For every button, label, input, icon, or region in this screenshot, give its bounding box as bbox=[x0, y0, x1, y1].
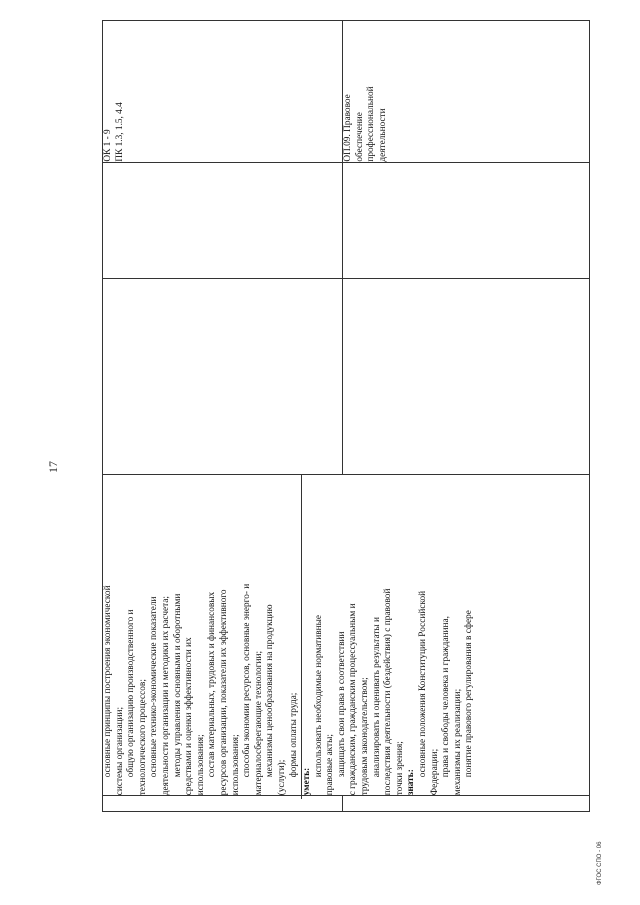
discipline-line: деятельности bbox=[377, 108, 388, 162]
text-line: формы оплаты труда; bbox=[288, 692, 299, 778]
text-line: понятие правового регулирования в сфере bbox=[464, 610, 475, 778]
text-line: права и свободы человека и гражданина, bbox=[441, 616, 452, 778]
competence-cell bbox=[103, 21, 343, 163]
text-line: механизмы ценообразования на продукцию bbox=[265, 604, 276, 778]
text-line: способы экономии ресурсов, основные энерго- и bbox=[242, 583, 253, 778]
text-line: точки зрения; bbox=[394, 741, 405, 796]
text-line: (услуги); bbox=[276, 759, 287, 796]
text-line: механизмы их реализации; bbox=[452, 688, 463, 796]
competence-line: ОК 1 - 9 bbox=[103, 129, 113, 162]
footer-code: ФГОС СПО - 06 bbox=[597, 841, 603, 885]
text-line: с гражданским, гражданским процессуальным и bbox=[348, 603, 359, 796]
text-line: материалосберегающие технологии; bbox=[253, 650, 264, 796]
text-line: последствия деятельности (бездействия) с правовой bbox=[383, 588, 394, 796]
discipline-line: обеспечение bbox=[354, 112, 365, 162]
discipline-line: профессиональной bbox=[366, 86, 377, 162]
competence-line: ПК 1.3, 1.5, 4.4 bbox=[114, 102, 125, 162]
text-line: правовые акты; bbox=[325, 734, 336, 796]
text-line: защищать свои права в соответствии bbox=[336, 631, 347, 778]
text-line: технологического процессов; bbox=[137, 679, 148, 796]
text-line: методы управления основными и оборотными bbox=[172, 593, 183, 778]
text-line: деятельности организации и методики их расчета; bbox=[160, 595, 171, 796]
discipline-line: ОП.09. Правовое bbox=[343, 94, 353, 162]
text-line: основные технико-экономические показатели bbox=[149, 596, 160, 778]
section-cell bbox=[343, 279, 590, 475]
text-line: основные положения Конституции Российской bbox=[418, 590, 429, 778]
can-heading: уметь: bbox=[302, 767, 313, 796]
page-number: 17 bbox=[46, 461, 60, 473]
know-list-bottom bbox=[418, 471, 476, 795]
text-line: использования; bbox=[195, 734, 206, 796]
discipline-cell bbox=[343, 21, 590, 163]
know-heading: знать: bbox=[406, 769, 417, 796]
can-section bbox=[301, 471, 476, 799]
text-line: состав материальных, трудовых и финансовых bbox=[207, 591, 218, 778]
text-line: системы организации; bbox=[114, 706, 125, 796]
competence-codes bbox=[103, 21, 126, 162]
text-line: трудовым законодательством; bbox=[360, 677, 371, 796]
hours-cell bbox=[343, 162, 590, 279]
standards-table bbox=[102, 20, 590, 812]
text-line: общую организацию производственного и bbox=[126, 609, 137, 778]
discipline-name bbox=[343, 21, 389, 162]
text-line: Федерации; bbox=[429, 748, 440, 796]
text-line: анализировать и оценивать результаты и bbox=[371, 617, 382, 778]
hours-cell bbox=[103, 162, 343, 279]
text-line: ресурсов организации, показатели их эффективного bbox=[218, 589, 229, 796]
text-line: использовать необходимые нормативные bbox=[313, 615, 324, 778]
skills-cell bbox=[103, 474, 590, 795]
text-line: использования; bbox=[230, 734, 241, 796]
section-cell bbox=[103, 279, 343, 475]
table-row bbox=[103, 21, 343, 812]
know-list-top bbox=[103, 475, 300, 795]
can-list bbox=[314, 471, 407, 795]
text-line: основные принципы построения экономической bbox=[103, 585, 113, 778]
text-line: средствами и оценки эффективности их bbox=[184, 637, 195, 796]
index-cell bbox=[343, 796, 590, 812]
